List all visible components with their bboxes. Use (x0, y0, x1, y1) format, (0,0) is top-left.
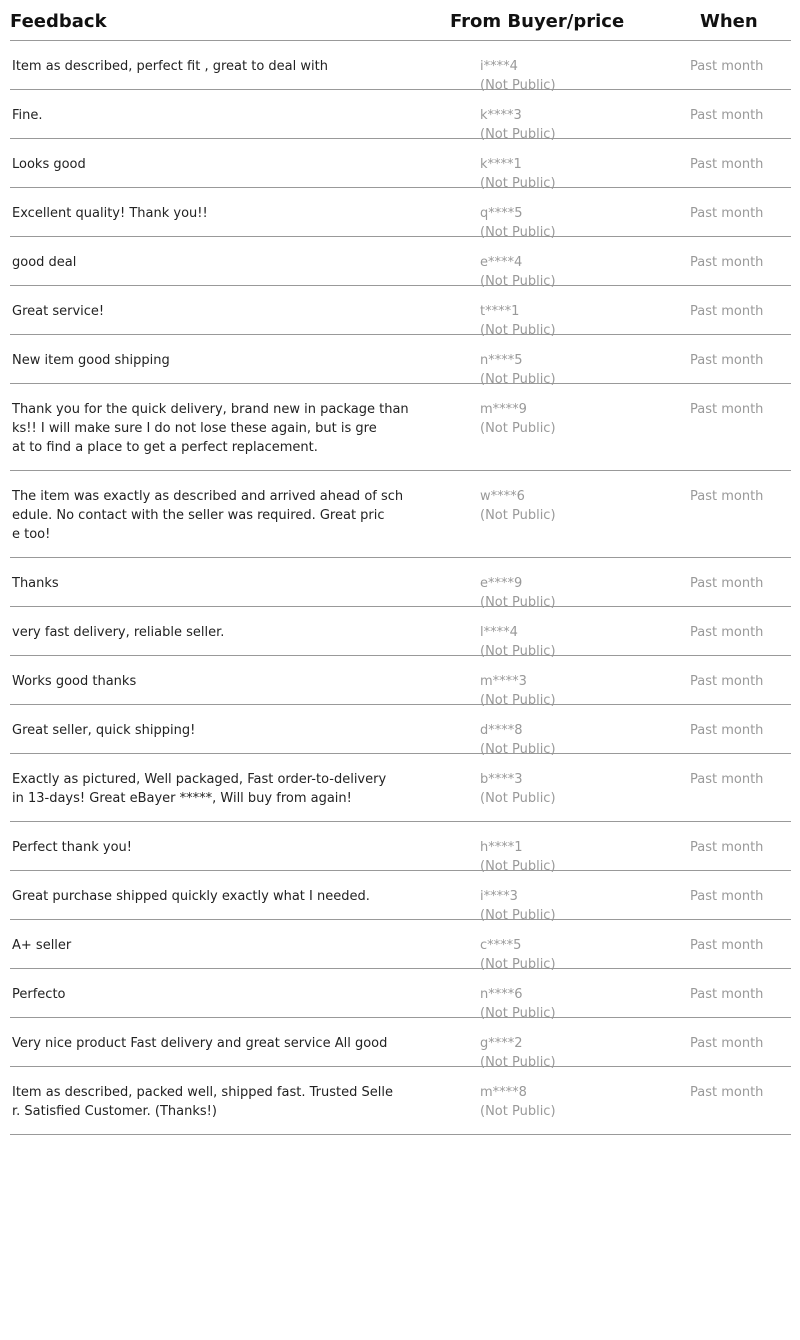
feedback-text: Great service! (12, 304, 105, 319)
table-header (10, 0, 791, 41)
feedback-text: Looks good (12, 157, 86, 172)
feedback-when: Past month (690, 938, 764, 953)
feedback-text: Works good thanks (12, 674, 137, 689)
feedback-when: Past month (690, 674, 764, 689)
buyer-id: t****1 (480, 304, 520, 319)
buyer-id: h****1 (480, 840, 523, 855)
feedback-when: Past month (690, 1085, 764, 1100)
buyer-id: g****2 (480, 1036, 523, 1051)
table-row (10, 139, 791, 191)
table-row (10, 871, 791, 923)
feedback-when: Past month (690, 59, 764, 74)
table-row (10, 969, 791, 1021)
buyer-id: i****4 (480, 59, 518, 74)
feedback-text: A+ seller (12, 938, 72, 953)
feedback-text: very fast delivery, reliable seller. (12, 625, 225, 640)
table-row (10, 188, 791, 240)
header-from-buyer-price: From Buyer/price (450, 11, 625, 32)
header-when: When (700, 11, 758, 32)
buyer-id: n****5 (480, 353, 523, 368)
buyer-id: b****3 (480, 772, 523, 787)
table-row (10, 822, 791, 874)
feedback-when: Past month (690, 304, 764, 319)
feedback-text: Item as described, packed well, shipped fast. Trusted Selle r. Satisfied Customer. (Thanks!) (12, 1085, 393, 1119)
feedback-text: Excellent quality! Thank you!! (12, 206, 208, 221)
table-body (10, 41, 791, 1135)
buyer-id: m****8 (480, 1085, 527, 1100)
feedback-table (10, 0, 791, 1135)
buyer-visibility: (Not Public) (480, 859, 556, 874)
feedback-when: Past month (690, 402, 764, 417)
buyer-cell (480, 770, 556, 808)
buyer-visibility: (Not Public) (480, 1104, 556, 1119)
buyer-visibility: (Not Public) (480, 742, 556, 757)
buyer-id: c****5 (480, 938, 522, 953)
table-row (10, 920, 791, 972)
feedback-text: The item was exactly as described and arrived ahead of sch edule. No contact with the seller was required. Great pric e too! (12, 489, 404, 542)
buyer-visibility: (Not Public) (480, 644, 556, 659)
buyer-visibility: (Not Public) (480, 1006, 556, 1021)
feedback-text: Item as described, perfect fit , great to deal with (12, 59, 328, 74)
feedback-text: good deal (12, 255, 77, 270)
buyer-cell (480, 1083, 556, 1121)
buyer-visibility: (Not Public) (480, 508, 556, 523)
table-row (10, 558, 791, 610)
buyer-id: d****8 (480, 723, 523, 738)
feedback-text: Thanks (12, 576, 59, 591)
feedback-text: Great purchase shipped quickly exactly what I needed. (12, 889, 370, 904)
feedback-when: Past month (690, 206, 764, 221)
buyer-id: e****9 (480, 576, 523, 591)
buyer-id: k****3 (480, 108, 522, 123)
table-row (10, 656, 791, 708)
buyer-visibility: (Not Public) (480, 372, 556, 387)
feedback-when: Past month (690, 772, 764, 787)
buyer-id: i****3 (480, 889, 518, 904)
table-row (10, 335, 791, 387)
buyer-visibility: (Not Public) (480, 908, 556, 923)
buyer-visibility: (Not Public) (480, 323, 556, 338)
feedback-text: Very nice product Fast delivery and great service All good (12, 1036, 388, 1051)
buyer-visibility: (Not Public) (480, 176, 556, 191)
feedback-text: Exactly as pictured, Well packaged, Fast order-to-delivery in 13-days! Great eBayer *****, Will buy from again! (12, 772, 387, 806)
feedback-text: New item good shipping (12, 353, 170, 368)
table-row (10, 286, 791, 338)
feedback-when: Past month (690, 157, 764, 172)
buyer-visibility: (Not Public) (480, 225, 556, 240)
table-row (10, 754, 791, 822)
feedback-when: Past month (690, 576, 764, 591)
buyer-id: m****3 (480, 674, 527, 689)
header-feedback: Feedback (10, 11, 107, 32)
feedback-when: Past month (690, 987, 764, 1002)
buyer-id: q****5 (480, 206, 523, 221)
feedback-when: Past month (690, 840, 764, 855)
feedback-text: Perfecto (12, 987, 66, 1002)
table-row (10, 41, 791, 93)
table-row (10, 90, 791, 142)
feedback-text: Fine. (12, 108, 43, 123)
table-row (10, 607, 791, 659)
buyer-id: n****6 (480, 987, 523, 1002)
feedback-when: Past month (690, 723, 764, 738)
buyer-id: l****4 (480, 625, 518, 640)
buyer-visibility: (Not Public) (480, 595, 556, 610)
feedback-when: Past month (690, 353, 764, 368)
buyer-id: k****1 (480, 157, 522, 172)
table-row (10, 705, 791, 757)
feedback-when: Past month (690, 625, 764, 640)
buyer-id: e****4 (480, 255, 523, 270)
feedback-when: Past month (690, 255, 764, 270)
table-row (10, 471, 791, 558)
buyer-cell (480, 487, 556, 525)
buyer-visibility: (Not Public) (480, 127, 556, 142)
buyer-id: w****6 (480, 489, 525, 504)
feedback-when: Past month (690, 108, 764, 123)
buyer-visibility: (Not Public) (480, 421, 556, 436)
buyer-visibility: (Not Public) (480, 1055, 556, 1070)
table-row (10, 237, 791, 289)
table-row (10, 384, 791, 471)
feedback-text: Perfect thank you! (12, 840, 132, 855)
buyer-visibility: (Not Public) (480, 791, 556, 806)
feedback-text: Thank you for the quick delivery, brand new in package than ks!! I will make sure I do not lose these again, but is gre at to find a place to get a perfect replacement. (12, 402, 409, 455)
feedback-text: Great seller, quick shipping! (12, 723, 196, 738)
feedback-when: Past month (690, 889, 764, 904)
feedback-when: Past month (690, 489, 764, 504)
buyer-visibility: (Not Public) (480, 78, 556, 93)
buyer-cell (480, 400, 556, 438)
table-row (10, 1067, 791, 1135)
buyer-visibility: (Not Public) (480, 693, 556, 708)
buyer-visibility: (Not Public) (480, 957, 556, 972)
feedback-when: Past month (690, 1036, 764, 1051)
buyer-id: m****9 (480, 402, 527, 417)
table-row (10, 1018, 791, 1070)
buyer-visibility: (Not Public) (480, 274, 556, 289)
